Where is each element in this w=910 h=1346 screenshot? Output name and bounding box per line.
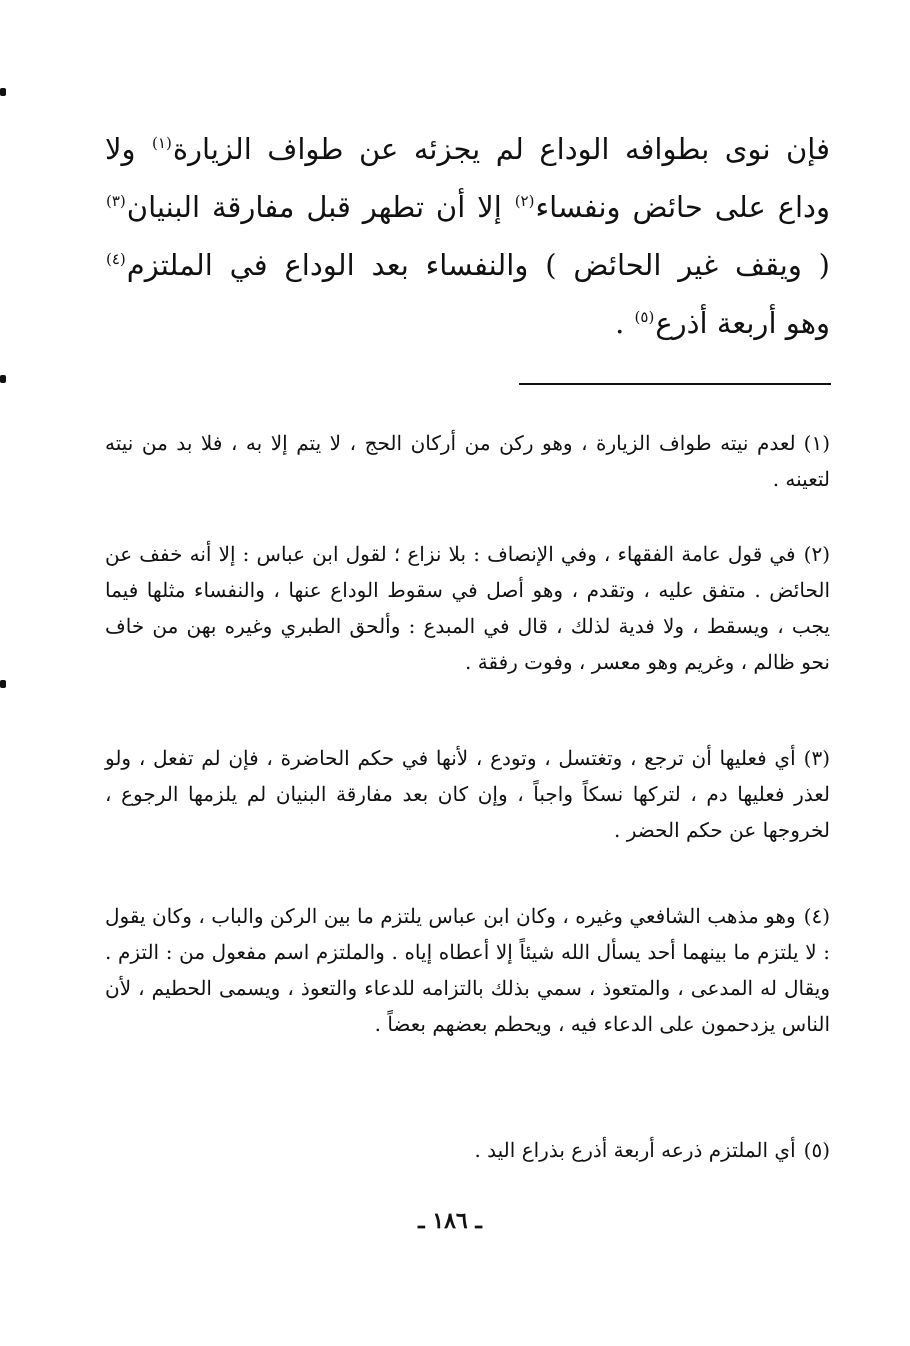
footnote-number: (٢) bbox=[803, 542, 830, 566]
main-text-segment: إلا أن تطهر قبل مفارقة البنيان bbox=[126, 190, 514, 224]
footnote-reference: (٣) bbox=[106, 192, 126, 211]
footnote-number: (١) bbox=[803, 431, 830, 455]
footnote bbox=[105, 898, 830, 1042]
main-text-segment: وداع على حائض ونفساء bbox=[535, 190, 830, 224]
page-edge-mark bbox=[0, 375, 6, 383]
footnote bbox=[105, 425, 830, 497]
main-text-block bbox=[105, 120, 830, 352]
footnote-text: لعدم نيته طواف الزيارة ، وهو ركن من أركان الحج ، لا يتم إلا به ، فلا بد من نيته لتعينه . bbox=[105, 431, 830, 491]
main-text-line bbox=[105, 120, 830, 178]
footnote bbox=[105, 1132, 830, 1168]
footnote-text: أي الملتزم ذرعه أربعة أذرع بذراع اليد . bbox=[474, 1138, 796, 1162]
footnote-reference: (١) bbox=[152, 134, 172, 153]
main-text-segment: . bbox=[615, 306, 634, 340]
footnote-text: وهو مذهب الشافعي وغيره ، وكان ابن عباس يلتزم ما بين الركن والباب ، وكان يقول : لا يلتزم ما بينهما أحد يسأل الله شيئاً إلا أعطاه إياه . والملتزم اسم مفعول من : التزم . ويقال له المدعى ، والمتعوذ ، سمي بذلك بالتزامه للدعاء والتعوذ ، ويسمى الحطيم ، لأن الناس يزدحمون على الدعاء فيه ، ويحطم بعضهم بعضاً . bbox=[105, 904, 830, 1036]
footnote-reference: (٥) bbox=[634, 308, 655, 327]
page-edge-mark bbox=[0, 680, 6, 688]
footnote bbox=[105, 536, 830, 680]
footnote-reference: (٤) bbox=[106, 250, 126, 269]
footnote-reference: (٢) bbox=[514, 192, 535, 211]
main-text-segment: ( ويقف غير الحائض ) والنفساء بعد الوداع في الملتزم bbox=[126, 248, 830, 282]
main-text-segment: ولا bbox=[105, 132, 152, 166]
main-text-segment: فإن نوى بطوافه الوداع لم يجزئه عن طواف الزيارة bbox=[172, 132, 830, 166]
page-number: ـ ١٨٦ ـ bbox=[418, 1208, 482, 1234]
page-edge-mark bbox=[0, 88, 6, 96]
footnote-separator-rule bbox=[519, 383, 831, 385]
main-text-line bbox=[105, 294, 830, 352]
footnote-text: أي فعليها أن ترجع ، وتغتسل ، وتودع ، لأنها في حكم الحاضرة ، فإن لم تفعل ، ولو لعذر فعليها دم ، لتركها نسكاً واجباً ، وإن كان بعد مفارقة البنيان لم يلزمها الرجوع ، لخروجها عن حكم الحضر . bbox=[105, 746, 830, 842]
main-text-line bbox=[105, 178, 830, 236]
main-text-line bbox=[105, 236, 830, 294]
main-text-segment: وهو أربعة أذرع bbox=[655, 306, 830, 340]
footnote bbox=[105, 740, 830, 848]
footnote-text: في قول عامة الفقهاء ، وفي الإنصاف : بلا نزاع ؛ لقول ابن عباس : إلا أنه خفف عن الحائض . متفق عليه ، وتقدم ، وهو أصل في سقوط الوداع عنها ، والنفساء مثلها فيما يجب ، ويسقط ، ولا فدية لذلك ، قال في المبدع : وألحق الطبري وغيره بهن من خاف نحو ظالم ، وغريم وهو معسر ، وفوت رفقة . bbox=[105, 542, 830, 674]
footnote-number: (٣) bbox=[803, 746, 830, 770]
footnote-number: (٤) bbox=[803, 904, 830, 928]
footnote-number: (٥) bbox=[803, 1138, 830, 1162]
